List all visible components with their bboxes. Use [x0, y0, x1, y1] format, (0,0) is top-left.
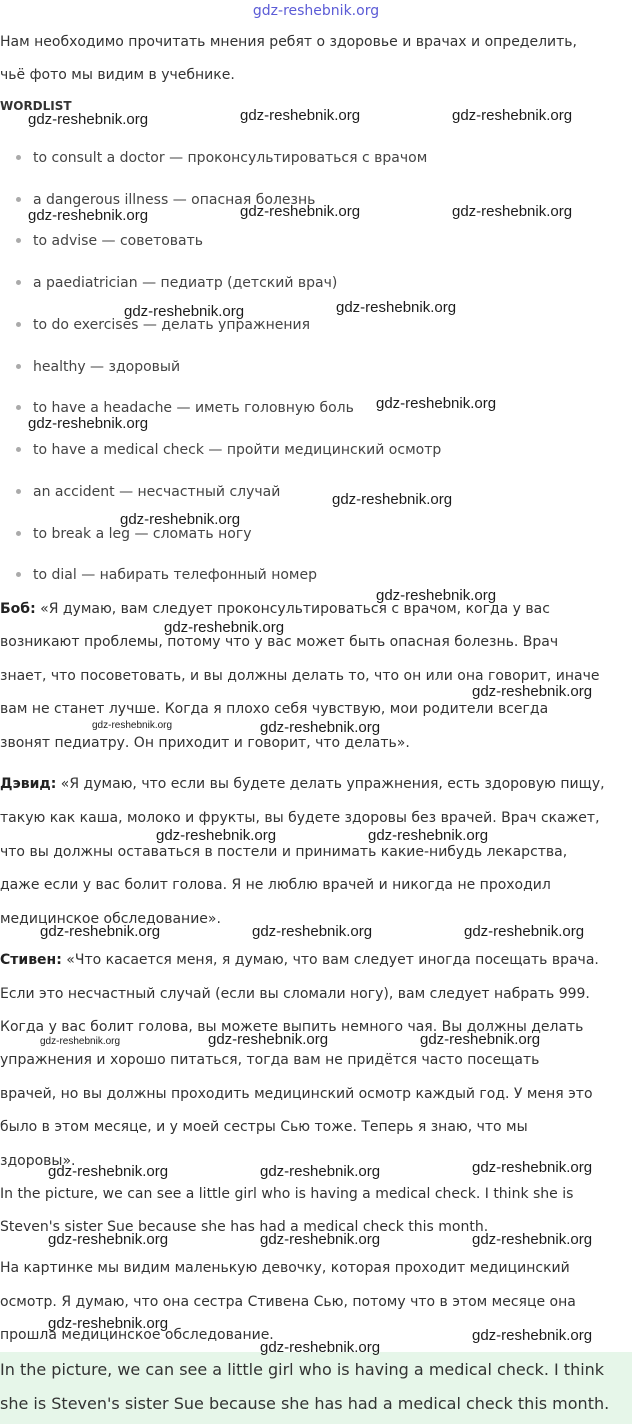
wordlist-item: to have a medical check — пройти медицинский осмотр [16, 441, 441, 459]
watermark: gdz-reshebnik.org [124, 303, 245, 320]
highlighted-answer [0, 1352, 632, 1424]
bullet-icon [16, 447, 21, 452]
watermark: gdz-reshebnik.org [120, 511, 241, 528]
steven-line-5: врачей, но вы должны проходить медицинский осмотр каждый год. У меня это [0, 1086, 593, 1102]
watermark: gdz-reshebnik.org [208, 1031, 329, 1048]
wordlist-item: to break a leg — сломать ногу [16, 525, 251, 543]
watermark: gdz-reshebnik.org [452, 203, 573, 220]
bullet-icon [16, 280, 21, 285]
watermark: gdz-reshebnik.org [28, 111, 149, 128]
answer-en-line-1: In the picture, we can see a little girl who is having a medical check. I think she is [0, 1186, 574, 1202]
watermark: gdz-reshebnik.org [376, 587, 497, 604]
bullet-icon [16, 489, 21, 494]
answer-en-line-2: Steven's sister Sue because she has had a medical check this month. [0, 1219, 489, 1235]
watermark: gdz-reshebnik.org [336, 299, 457, 316]
david-line-2: такую как каша, молоко и фрукты, вы будете здоровы без врачей. Врач скажет, [0, 810, 600, 826]
watermark: gdz-reshebnik.org [92, 720, 173, 731]
wordlist-item: to dial — набирать телефонный номер [16, 566, 317, 584]
watermark: gdz-reshebnik.org [40, 923, 161, 940]
watermark: gdz-reshebnik.org [164, 619, 285, 636]
watermark: gdz-reshebnik.org [260, 719, 381, 736]
watermark: gdz-reshebnik.org [472, 1231, 593, 1248]
bob-line-3: знает, что посоветовать, и вы должны делать то, что он или она говорит, иначе [0, 668, 600, 684]
watermark: gdz-reshebnik.org [252, 923, 373, 940]
speaker-bob: Боб: [0, 601, 36, 617]
watermark: gdz-reshebnik.org [48, 1163, 169, 1180]
david-line-4: даже если у вас болит голова. Я не люблю врачей и никогда не проходил [0, 877, 551, 893]
bob-line-1: Боб: «Я думаю, вам следует проконсультироваться с врачом, когда у вас [0, 601, 550, 617]
answer-ru-line-2: осмотр. Я думаю, что она сестра Стивена Сью, потому что в этом месяце она [0, 1294, 576, 1310]
wordlist-title: WORDLIST [0, 99, 72, 113]
watermark: gdz-reshebnik.org [260, 1163, 381, 1180]
intro-line-1: Нам необходимо прочитать мнения ребят о здоровье и врачах и определить, [0, 34, 578, 50]
bullet-icon [16, 155, 21, 160]
speaker-david: Дэвид: [0, 776, 57, 792]
speaker-steven: Стивен: [0, 952, 62, 968]
steven-line-4: упражнения и хорошо питаться, тогда вам не придётся часто посещать [0, 1052, 540, 1068]
intro-line-2: чьё фото мы видим в учебнике. [0, 67, 235, 83]
wordlist-item: healthy — здоровый [16, 358, 180, 376]
bullet-icon [16, 197, 21, 202]
watermark: gdz-reshebnik.org [420, 1031, 541, 1048]
david-line-3: что вы должны оставаться в постели и принимать какие-нибудь лекарства, [0, 844, 568, 860]
watermark: gdz-reshebnik.org [472, 1327, 593, 1344]
wordlist-item: an accident — несчастный случай [16, 483, 280, 501]
bullet-icon [16, 572, 21, 577]
wordlist-item: a dangerous illness — опасная болезнь [16, 191, 315, 209]
watermark: gdz-reshebnik.org [260, 1231, 381, 1248]
david-line-1: Дэвид: «Я думаю, что если вы будете делать упражнения, есть здоровую пищу, [0, 776, 605, 792]
watermark: gdz-reshebnik.org [28, 415, 149, 432]
steven-line-2: Если это несчастный случай (если вы сломали ногу), вам следует набрать 999. [0, 986, 590, 1002]
highlight-line-2: she is Steven's sister Sue because she has had a medical check this month. [0, 1394, 610, 1413]
wordlist-item: to do exercises — делать упражнения [16, 316, 310, 334]
watermark: gdz-reshebnik.org [28, 207, 149, 224]
steven-line-6: было в этом месяце, и у моей сестры Сью тоже. Теперь я знаю, что мы [0, 1119, 528, 1135]
watermark: gdz-reshebnik.org [368, 827, 489, 844]
wordlist-item: a paediatrician — педиатр (детский врач) [16, 274, 337, 292]
watermark: gdz-reshebnik.org [472, 683, 593, 700]
bob-line-5: звонят педиатру. Он приходит и говорит, что делать». [0, 735, 410, 751]
bullet-icon [16, 405, 21, 410]
watermark: gdz-reshebnik.org [472, 1159, 593, 1176]
watermark: gdz-reshebnik.org [40, 1036, 121, 1047]
watermark: gdz-reshebnik.org [240, 203, 361, 220]
wordlist-item: to consult a doctor — проконсультироваться с врачом [16, 149, 427, 167]
bullet-icon [16, 238, 21, 243]
highlight-line-1: In the picture, we can see a little girl who is having a medical check. I think [0, 1360, 605, 1379]
watermark: gdz-reshebnik.org [452, 107, 573, 124]
bob-line-4: вам не станет лучше. Когда я плохо себя чувствую, мои родители всегда [0, 701, 549, 717]
watermark: gdz-reshebnik.org [376, 395, 497, 412]
watermark: gdz-reshebnik.org [48, 1315, 169, 1332]
watermark: gdz-reshebnik.org [240, 107, 361, 124]
watermark: gdz-reshebnik.org [464, 923, 585, 940]
watermark: gdz-reshebnik.org [48, 1231, 169, 1248]
answer-ru-line-1: На картинке мы видим маленькую девочку, которая проходит медицинский [0, 1260, 570, 1276]
watermark: gdz-reshebnik.org [260, 1339, 381, 1356]
wordlist-item: to have a headache — иметь головную боль [16, 399, 354, 417]
watermark: gdz-reshebnik.org [332, 491, 453, 508]
david-line-5: медицинское обследование». [0, 911, 221, 927]
steven-line-3: Когда у вас болит голова, вы можете выпить немного чая. Вы должны делать [0, 1019, 584, 1035]
site-header[interactable]: gdz-reshebnik.org [252, 3, 380, 19]
steven-line-7: здоровы». [0, 1153, 76, 1169]
steven-line-1: Стивен: «Что касается меня, я думаю, что вам следует иногда посещать врача. [0, 952, 599, 968]
answer-ru-line-3: прошла медицинское обследование. [0, 1327, 274, 1343]
bullet-icon [16, 531, 21, 536]
watermark: gdz-reshebnik.org [156, 827, 277, 844]
bullet-icon [16, 322, 21, 327]
bob-line-2: возникают проблемы, потому что у вас может быть опасная болезнь. Врач [0, 634, 559, 650]
bullet-icon [16, 364, 21, 369]
wordlist-item: to advise — советовать [16, 232, 203, 250]
